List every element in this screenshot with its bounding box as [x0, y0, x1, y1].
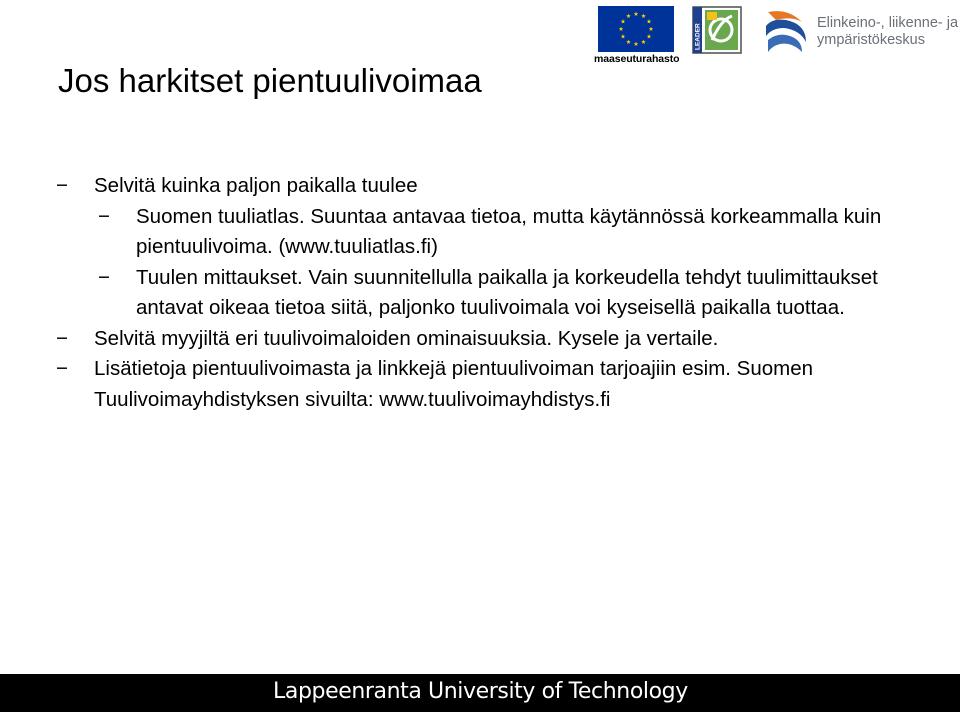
bullet-text: Tuulen mittaukset. Vain suunnitellulla paikalla ja korkeudella tehdyt tuulimittaukset antavat oikeaa tietoa siitä, paljonko tuulivoimala voi kyseisellä paikalla tuottaa.: [136, 265, 878, 319]
slide-bullet-list: [56, 171, 946, 415]
ely-centre-logo: [762, 6, 958, 58]
bullet-item: [56, 324, 946, 355]
bullet-dash: −: [56, 357, 68, 380]
ely-emblem-icon: [762, 6, 812, 56]
bullet-dash: −: [56, 326, 68, 350]
ely-name-line1: Elinkeino-, liikenne- ja: [817, 15, 959, 31]
bullet-item: [56, 171, 946, 202]
eu-flag-icon: [594, 6, 678, 52]
footer-university-name: Lappeenranta University of Technology: [273, 679, 688, 704]
eu-caption: maaseuturahasto: [594, 53, 680, 65]
leader-text: LEADER: [694, 23, 702, 50]
bullet-text: Lisätietoja pientuulivoimasta ja linkkejä pientuulivoiman tarjoajiin esim. Suomen Tuulivoimayhdistyksen sivuilta: www.tuulivoimayhdistys.fi: [94, 357, 814, 411]
bullet-dash: −: [98, 204, 110, 228]
leader-emblem-icon: [692, 6, 742, 54]
bullet-dash: −: [98, 265, 110, 289]
ely-name-line2: ympäristökeskus: [817, 32, 925, 48]
ely-name: [817, 15, 958, 49]
bullet-item: [56, 354, 946, 415]
leader-logo: [692, 6, 742, 54]
slide-title: Jos harkitset pientuulivoimaa: [58, 62, 482, 99]
bullet-text: Selvitä kuinka paljon paikalla tuulee: [94, 174, 418, 197]
sub-bullet-item: [56, 202, 946, 263]
sub-bullet-item: [56, 263, 946, 324]
bullet-dash: −: [56, 174, 68, 197]
bullet-text: Suomen tuuliatlas. Suuntaa antavaa tietoa, mutta käytännössä korkeammalla kuin pientuulivoima. (www.tuuliatlas.fi): [136, 204, 882, 258]
bullet-text: Selvitä myyjiltä eri tuulivoimaloiden ominaisuuksia. Kysele ja vertaile.: [94, 326, 719, 350]
eu-rural-fund-logo: [594, 6, 678, 68]
footer-bar: [0, 674, 960, 712]
